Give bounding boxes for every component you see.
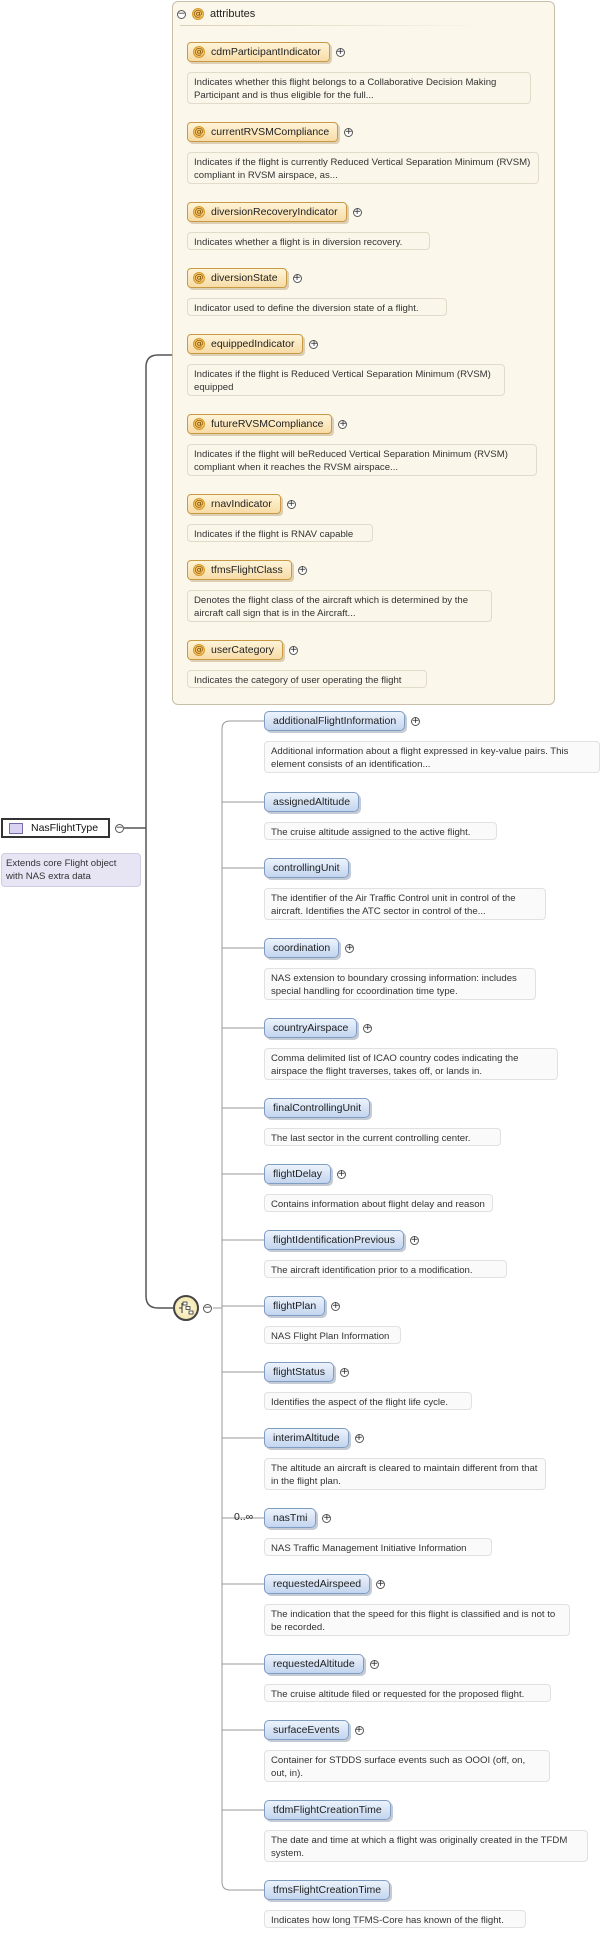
expand-icon[interactable]: + — [310, 338, 318, 349]
expand-icon[interactable]: + — [376, 1578, 385, 1589]
element-node[interactable] — [264, 1508, 331, 1528]
attribute-description: Indicates if the flight is RNAV capable — [187, 524, 373, 542]
element-name: controllingUnit — [273, 862, 340, 874]
element-description: Indicates how long TFMS-Core has known of the flight. — [264, 1910, 526, 1928]
collapse-icon[interactable]: − — [203, 1303, 212, 1313]
element-box[interactable] — [264, 1574, 370, 1594]
element-node[interactable] — [264, 1098, 370, 1118]
cardinality-label: 0..∞ — [234, 1511, 254, 1523]
element-node[interactable] — [264, 1720, 364, 1740]
element-box[interactable] — [264, 858, 349, 878]
attribute-icon: @ — [194, 418, 204, 429]
attribute-name: futureRVSMCompliance — [211, 418, 324, 430]
element-description: The cruise altitude filed or requested for the proposed flight. — [264, 1684, 551, 1702]
attribute-description: Indicates the category of user operating the flight — [187, 670, 427, 688]
attribute-node[interactable] — [187, 494, 296, 514]
element-name: coordination — [273, 942, 331, 954]
expand-icon[interactable]: + — [339, 418, 347, 429]
element-node[interactable] — [264, 1800, 391, 1820]
element-description: NAS Flight Plan Information — [264, 1326, 401, 1344]
element-name: nasTmi — [273, 1512, 308, 1524]
element-node[interactable] — [264, 1362, 349, 1382]
element-name: flightPlan — [273, 1300, 317, 1312]
attribute-description: Indicates if the flight is currently Reduced Vertical Separation Minimum (RVSM) compliant in RVSM airspace, as... — [187, 152, 539, 184]
expand-icon[interactable]: + — [411, 715, 420, 726]
element-node[interactable] — [264, 1880, 390, 1900]
element-node[interactable] — [264, 792, 359, 812]
element-description: The indication that the speed for this flight is classified and is not to be recorded. — [264, 1604, 570, 1636]
attributes-title: attributes — [210, 8, 256, 20]
element-node[interactable] — [264, 1654, 379, 1674]
element-node[interactable] — [264, 858, 349, 878]
attribute-icon: @ — [194, 338, 204, 349]
element-name: finalControllingUnit — [273, 1102, 362, 1114]
expand-icon[interactable]: + — [364, 1022, 372, 1033]
element-node[interactable] — [264, 1018, 372, 1038]
expand-icon[interactable]: + — [331, 1300, 340, 1311]
element-box[interactable] — [264, 938, 339, 958]
element-name: requestedAirspeed — [273, 1578, 362, 1590]
element-description: Comma delimited list of ICAO country codes indicating the airspace the flight traverses, takes off, or lands in. — [264, 1048, 558, 1080]
attribute-node[interactable] — [187, 202, 362, 222]
element-description: Contains information about flight delay and reason — [264, 1194, 493, 1212]
root-type-node[interactable] — [1, 818, 124, 838]
expand-icon[interactable]: + — [340, 1366, 349, 1377]
root-type-description: Extends core Flight object with NAS extra data — [1, 853, 141, 887]
attribute-icon: @ — [194, 498, 204, 509]
element-box[interactable] — [264, 1098, 370, 1118]
sequence-compositor-icon[interactable] — [173, 1295, 199, 1321]
attribute-description: Denotes the flight class of the aircraft which is determined by the aircraft call sign that is in the Aircraft... — [187, 590, 492, 622]
expand-icon[interactable]: + — [353, 206, 361, 217]
attribute-node[interactable] — [187, 560, 307, 580]
expand-icon[interactable]: + — [370, 1658, 379, 1669]
element-description: The date and time at which a flight was originally created in the TFDM system. — [264, 1830, 588, 1862]
attribute-name: equippedIndicator — [211, 338, 295, 350]
attribute-box[interactable] — [187, 42, 330, 62]
expand-icon[interactable]: + — [345, 942, 354, 953]
collapse-icon[interactable]: − — [115, 822, 124, 833]
expand-icon[interactable]: + — [355, 1432, 363, 1443]
expand-icon[interactable]: + — [336, 46, 344, 57]
attribute-icon: @ — [194, 206, 204, 217]
attribute-description: Indicator used to define the diversion state of a flight. — [187, 298, 447, 316]
expand-icon[interactable]: + — [293, 272, 301, 283]
attribute-node[interactable] — [187, 414, 347, 434]
element-description: Additional information about a flight expressed in key-value pairs. This element consists of an identification... — [264, 741, 600, 773]
element-node[interactable] — [264, 1574, 385, 1594]
attribute-box[interactable] — [187, 560, 292, 580]
attribute-name: tfmsFlightClass — [211, 564, 283, 576]
attribute-icon: @ — [194, 46, 204, 57]
attribute-icon: @ — [194, 564, 204, 575]
attribute-icon: @ — [194, 644, 204, 655]
expand-icon[interactable]: + — [298, 564, 307, 575]
element-node[interactable] — [264, 1230, 419, 1250]
element-name: flightDelay — [273, 1168, 323, 1180]
element-name: tfdmFlightCreationTime — [273, 1804, 382, 1816]
element-description: NAS extension to boundary crossing information: includes special handling for ccoordination time type. — [264, 968, 536, 1000]
attribute-box[interactable] — [187, 494, 281, 514]
element-box[interactable] — [264, 1164, 331, 1184]
root-type-name: NasFlightType — [31, 822, 99, 834]
element-box[interactable] — [264, 711, 405, 731]
element-name: countryAirspace — [273, 1022, 349, 1034]
element-description: NAS Traffic Management Initiative Information — [264, 1538, 492, 1556]
attribute-box[interactable] — [187, 414, 332, 434]
element-box[interactable] — [264, 1720, 349, 1740]
element-description: Identifies the aspect of the flight life cycle. — [264, 1392, 472, 1410]
expand-icon[interactable]: + — [410, 1234, 419, 1245]
element-name: surfaceEvents — [273, 1724, 340, 1736]
expand-icon[interactable]: + — [289, 644, 298, 655]
expand-icon[interactable]: + — [345, 126, 353, 137]
element-node[interactable] — [264, 1164, 346, 1184]
element-name: requestedAltitude — [273, 1658, 355, 1670]
element-description: The altitude an aircraft is cleared to maintain different from that in the flight plan. — [264, 1458, 546, 1490]
root-type-box[interactable] — [1, 818, 110, 838]
attribute-description: Indicates whether a flight is in diversion recovery. — [187, 232, 430, 250]
attribute-name: currentRVSMCompliance — [211, 126, 330, 138]
element-box[interactable] — [264, 1362, 334, 1382]
element-name: assignedAltitude — [273, 796, 351, 808]
attribute-box[interactable] — [187, 334, 303, 354]
expand-icon[interactable]: + — [323, 1512, 331, 1523]
element-box[interactable] — [264, 1800, 391, 1820]
attribute-node[interactable] — [187, 268, 302, 288]
element-description: Container for STDDS surface events such as OOOI (off, on, out, in). — [264, 1750, 550, 1782]
attribute-name: cdmParticipantIndicator — [211, 46, 321, 58]
attribute-description: Indicates if the flight is Reduced Vertical Separation Minimum (RVSM) equipped — [187, 364, 505, 396]
element-box[interactable] — [264, 1428, 349, 1448]
element-box[interactable] — [264, 1508, 316, 1528]
element-node[interactable] — [264, 938, 354, 958]
attribute-node[interactable] — [187, 42, 345, 62]
attribute-name: rnavIndicator — [211, 498, 272, 510]
attribute-name: diversionRecoveryIndicator — [211, 206, 338, 218]
attribute-description: Indicates if the flight will beReduced Vertical Separation Minimum (RVSM) compliant when it reaches the RVSM airspace... — [187, 444, 537, 476]
element-box[interactable] — [264, 1018, 357, 1038]
element-box[interactable] — [264, 1230, 404, 1250]
element-node[interactable] — [264, 711, 420, 731]
attribute-box[interactable] — [187, 122, 338, 142]
expand-icon[interactable]: + — [337, 1168, 346, 1179]
element-name: tfmsFlightCreationTime — [273, 1884, 382, 1896]
element-name: flightIdentificationPrevious — [273, 1234, 395, 1246]
attribute-name: userCategory — [211, 644, 275, 656]
element-box[interactable] — [264, 792, 359, 812]
element-description: The aircraft identification prior to a modification. — [264, 1260, 507, 1278]
attribute-name: diversionState — [211, 272, 278, 284]
attribute-node[interactable] — [187, 640, 298, 660]
element-description: The cruise altitude assigned to the active flight. — [264, 822, 497, 840]
collapse-icon[interactable]: − — [177, 8, 186, 19]
element-name: flightStatus — [273, 1366, 325, 1378]
attributes-divider — [180, 25, 490, 26]
element-box[interactable] — [264, 1654, 364, 1674]
element-name: interimAltitude — [273, 1432, 340, 1444]
attribute-node[interactable] — [187, 334, 318, 354]
expand-icon[interactable]: + — [287, 498, 295, 509]
attributes-header[interactable] — [177, 6, 255, 22]
element-box[interactable] — [264, 1880, 390, 1900]
complex-type-icon — [9, 823, 23, 834]
element-description: The last sector in the current controlling center. — [264, 1128, 501, 1146]
attribute-box[interactable] — [187, 202, 347, 222]
expand-icon[interactable]: + — [355, 1724, 363, 1735]
element-node[interactable] — [264, 1428, 364, 1448]
attribute-box[interactable] — [187, 640, 283, 660]
element-name: additionalFlightInformation — [273, 715, 397, 727]
attribute-icon: @ — [194, 126, 204, 137]
attribute-description: Indicates whether this flight belongs to a Collaborative Decision Making Participant and is thus eligible for the full... — [187, 72, 531, 104]
element-node[interactable] — [264, 1296, 340, 1316]
attribute-box[interactable] — [187, 268, 287, 288]
attribute-icon: @ — [193, 8, 203, 19]
element-description: The identifier of the Air Traffic Control unit in control of the aircraft. Identifies the ATC sector in control of the... — [264, 888, 546, 920]
element-box[interactable] — [264, 1296, 325, 1316]
attribute-node[interactable] — [187, 122, 353, 142]
attribute-icon: @ — [194, 272, 204, 283]
